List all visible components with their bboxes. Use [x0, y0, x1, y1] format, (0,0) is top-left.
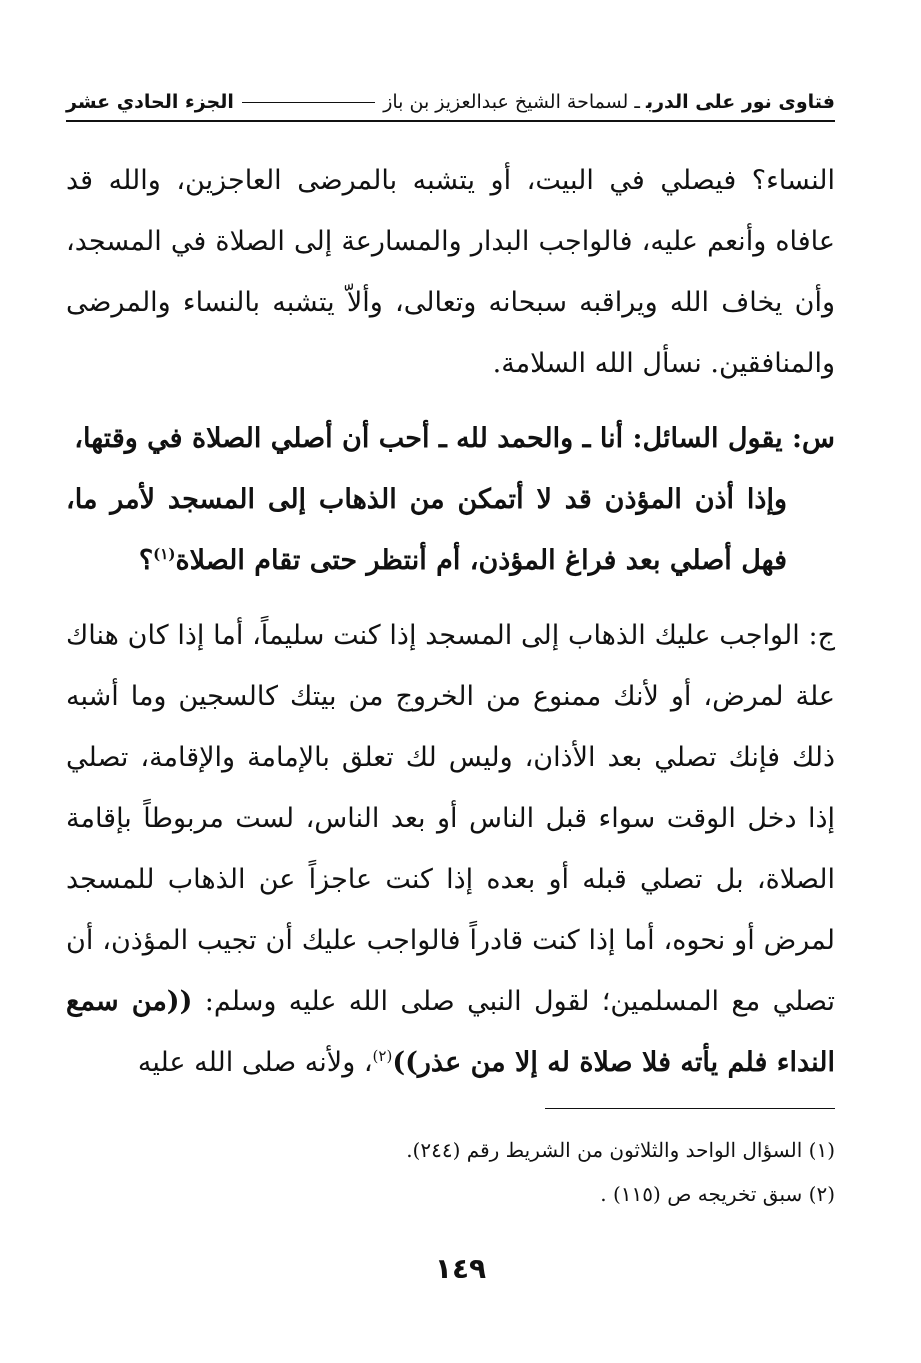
footnote-ref-1[interactable]: (١) [153, 545, 176, 563]
question-continuation [66, 469, 835, 591]
continuation-paragraph: النساء؟ فيصلي في البيت، أو يتشبه بالمرضى العاجزين، والله قد عافاه وأنعم عليه، فالواجب البدار والمسارعة إلى الصلاة في المسجد، وأن يخاف الله ويراقبه سبحانه وتعالى، وألاّ يتشبه بالنساء والمرضى والمنافقين. نسأل الله السلامة. [66, 165, 835, 379]
volume-label: الجزء الحادي عشر [66, 91, 234, 113]
footnote-ref-2[interactable]: (٢) [372, 1047, 393, 1065]
book-title: فتاوى نور على الدرب [645, 91, 835, 113]
answer-tail: ، ولأنه صلى الله عليه [137, 1047, 373, 1078]
header-title-group [383, 91, 835, 113]
footnote-1: (١) السؤال الواحد والثلاثون من الشريط رقم (٢٤٤). [406, 1138, 835, 1162]
author-name: ـ لسماحة الشيخ عبدالعزيز بن باز [383, 91, 640, 113]
running-header [66, 84, 835, 122]
question-text: وإذا أذن المؤذن قد لا أتمكن من الذهاب إلى المسجد لأمر ما، فهل أصلي بعد فراغ المؤذن، أم أنتظر حتى تقام الصلاة [66, 484, 787, 576]
footnotes [66, 1128, 835, 1216]
page-body [66, 150, 835, 1093]
question-first-line: س: يقول السائل: أنا ـ والحمد لله ـ أحب أن أصلي الصلاة في وقتها، [74, 423, 835, 454]
question-mark: ؟ [138, 545, 154, 576]
header-separator [242, 102, 375, 103]
footnote-2: (٢) سبق تخريجه ص (١١٥) . [600, 1182, 835, 1206]
page-number: ١٤٩ [434, 1252, 487, 1285]
answer-label: ج: [808, 620, 835, 651]
answer-text: الواجب عليك الذهاب إلى المسجد إذا كنت سليماً، أما إذا كان هناك علة لمرض، أو لأنك ممنوع من الخروج من بيتك كالسجين وما أشبه ذلك فإنك تصلي بعد الأذان، وليس لك تعلق بالإمامة والإقامة، تصلي إذا دخل الوقت سواء قبل الناس أو بعد الناس، لست مربوطاً بإقامة الصلاة، بل تصلي قبله أو بعده إذا كنت عاجزاً عن الذهاب للمسجد لمرض أو نحوه، أما إذا كنت قادراً فالواجب عليك أن تجيب المؤذن، أن تصلي مع المسلمين؛ لقول النبي صلى الله عليه وسلم: [66, 620, 835, 1017]
answer-paragraph [66, 605, 835, 1093]
question-paragraph [66, 408, 835, 591]
footnote-divider [545, 1108, 835, 1109]
hadith-quote: ((من سمع النداء فلم يأته فلا صلاة له إلا من عذر)) [66, 986, 835, 1078]
